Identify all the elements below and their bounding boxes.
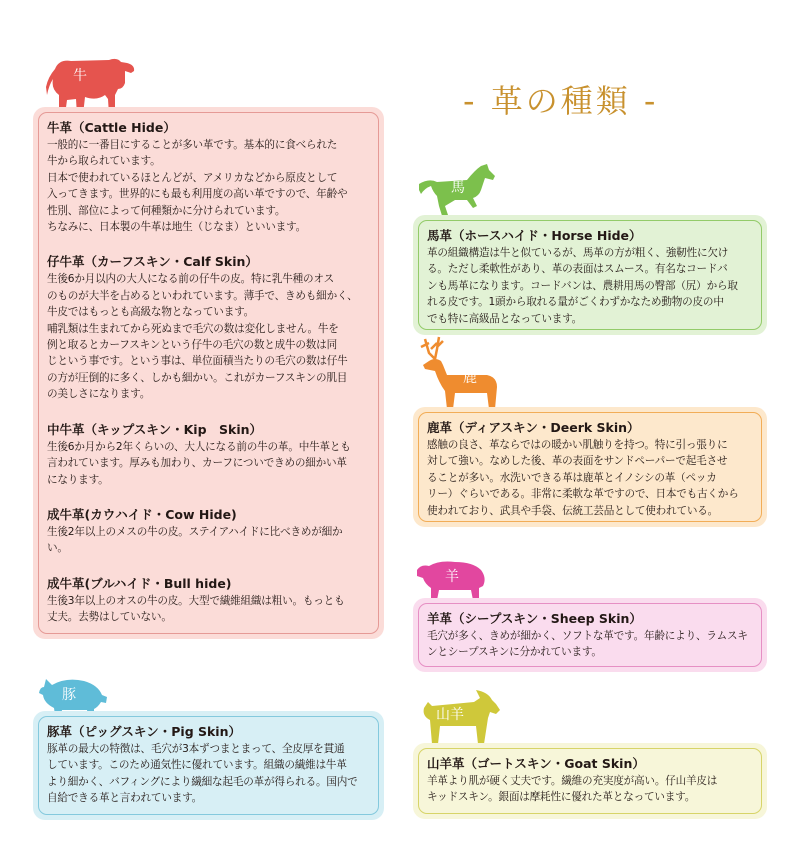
goat-icon [418, 688, 502, 746]
horse-hide-body: 革の組織構造は牛と似ているが、馬革の方が粗く、強靭性に欠け る。ただし柔軟性があり、革の表面はスムース。有名なコードバ ンも馬革になります。コードバンは、農耕用馬の臀部（尻）から取 れる皮です。1頭から取れる量がごくわずかなため動物の皮の中 でも特に高級品となっています。 [427, 247, 738, 325]
sheep-label: 羊 [445, 569, 459, 585]
deer-icon [415, 335, 500, 410]
goat-skin-body: 羊革より肌が硬く丈夫です。繊維の充実度が高い。仔山羊皮は キッドスキン。銀面は摩耗性に優れた革となっています。 [427, 775, 718, 804]
horse-panel [413, 215, 767, 335]
sheep-skin-body: 毛穴が多く、きめが細かく、ソフトな革です。年齢により、ラムスキ ンとシープスキンに分かれています。 [427, 630, 748, 659]
cow-label: 牛 [73, 68, 87, 84]
calf-skin-body: 生後6か月以内の大人になる前の仔牛の皮。特に乳牛種のオス のものが大半を占めるといわれています。薄手で、きめも細かく、 牛皮ではもっとも高級な物となっています。 哺乳類は生まれてから死ぬまで毛穴の数は変化しません。牛を 例と取るとカーフスキンという仔牛の毛穴の数と成牛の数は同 じという事です。という事は、単位面積当たりの毛穴の数は仔牛 の方が圧倒的に多く、しかも細かい。これがカーフスキンの肌目 の美しさになります。 [47, 273, 358, 401]
pig-skin-heading: 豚革（ピッグスキン・Pig Skin） [47, 724, 241, 739]
horse-panel-border [418, 220, 762, 330]
page-title: - 革の種類 - [463, 82, 659, 120]
kip-skin-heading: 中牛革（キップスキン・Kip Skin） [47, 421, 263, 437]
calf-skin-heading: 仔牛革（カーフスキン・Calf Skin） [47, 254, 258, 270]
pig-skin-body: 豚革の最大の特徴は、毛穴が3本ずつまとまって、全皮厚を貫通 しています。このため通気性に優れています。組織の繊維は牛革 より細かく、バフィングにより繊細な起毛の革が得られる。国内で 自給できる革と言われています。 [47, 743, 358, 805]
sheep-skin-heading: 羊革（シープスキン・Sheep Skin） [427, 611, 642, 626]
horse-icon [415, 162, 497, 220]
kip-skin-section [47, 421, 370, 488]
cow-hide-heading: 成牛革(カウハイド・Cow Hide) [47, 506, 237, 522]
pig-panel-border [38, 716, 379, 815]
cattle-panel [33, 107, 384, 639]
sheep-panel [413, 598, 767, 672]
goat-panel [413, 743, 767, 819]
horse-hide-heading: 馬革（ホースハイド・Horse Hide） [427, 228, 642, 243]
goat-panel-border [418, 748, 762, 814]
pig-icon [38, 673, 108, 715]
goat-skin-heading: 山羊革（ゴートスキン・Goat Skin） [427, 756, 645, 771]
kip-skin-body: 生後6か月から2年くらいの、大人になる前の牛の革。中牛革とも 言われています。厚みも加わり、カーフについできめの細かい革 になります。 [47, 440, 351, 486]
horse-label: 馬 [451, 180, 465, 196]
deer-skin-heading: 鹿革（ディアスキン・Deerk Skin） [427, 420, 640, 435]
bull-hide-section [47, 575, 370, 626]
bull-hide-heading: 成牛革(ブルハイド・Bull hide) [47, 575, 232, 591]
pig-panel [33, 711, 384, 820]
cattle-panel-border [38, 112, 379, 634]
deer-label: 鹿 [463, 370, 477, 386]
cattle-hide-heading: 牛革（Cattle Hide） [47, 120, 176, 135]
deer-skin-body: 感触の良さ、革ならではの暖かい肌触りを持つ。特に引っ張りに 対して強い。なめした後、革の表面をサンドペーパーで起毛させ ることが多い。水洗いできる革は鹿革とイノシシの革（ペッカ リー）ぐらいである。非常に柔軟な革ですので、日本でも古くから 使われており、武具や手袋、伝統工芸品として使われている。 [427, 439, 739, 517]
goat-label: 山羊 [436, 707, 464, 723]
bull-hide-body: 生後3年以上のオスの牛の皮。大型で繊維組織は粗い。もっとも 丈夫。去勢はしていない。 [47, 594, 345, 624]
sheep-icon [415, 560, 487, 600]
sheep-panel-border [418, 603, 762, 667]
calf-skin-section [47, 253, 370, 402]
cattle-hide-section [47, 119, 370, 235]
deer-panel-border [418, 412, 762, 522]
cattle-hide-body: 一般的に一番目にすることが多い革です。基本的に食べられた 牛から取られています。 日本で使われているほとんどが、アメリカなどから原皮として 入ってきます。世界的にも最も利用度の高い革ですので、年齢や 性別、部位によって何種類かに分けられています。 ちなみに、日本製の牛革は地生（じなま）といいます。 [47, 139, 348, 234]
cow-hide-section [47, 506, 370, 557]
cow-hide-body: 生後2年以上のメスの牛の皮。ステイアハイドに比べきめが細か い。 [47, 525, 343, 555]
pig-label: 豚 [62, 687, 76, 703]
deer-panel [413, 407, 767, 527]
